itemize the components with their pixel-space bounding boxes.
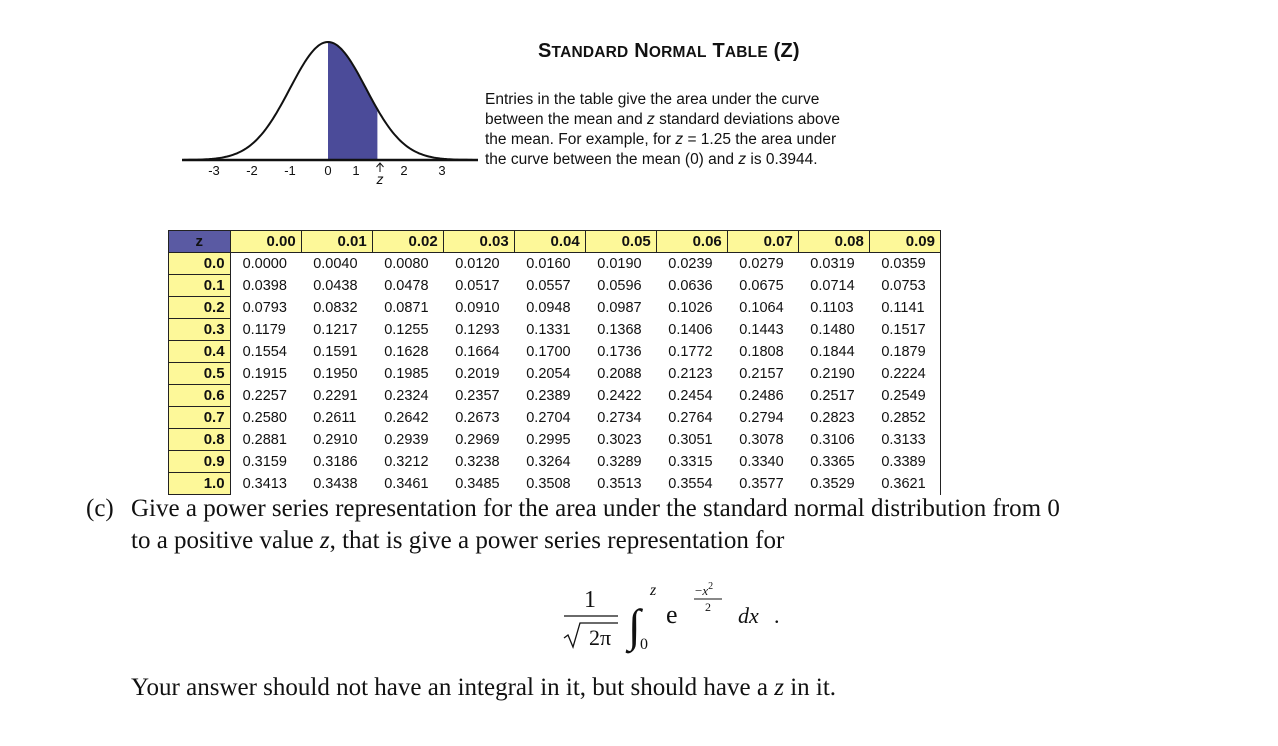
table-cell: 0.3508 <box>526 475 571 492</box>
table-cell: 0.1064 <box>739 299 784 316</box>
table-cell: 0.0279 <box>739 255 784 272</box>
table-cell: 0.0948 <box>526 299 571 316</box>
shaded-area <box>328 42 377 160</box>
table-cell: 0.0832 <box>313 299 358 316</box>
table-cell: 0.2257 <box>242 387 287 404</box>
axis-tick-label: 3 <box>438 163 446 178</box>
table-cell: 0.2357 <box>455 387 500 404</box>
exponential-base: e <box>666 600 678 629</box>
column-header: 0.04 <box>514 231 585 253</box>
problem-text-line1: Give a power series representation for the area under the standard normal distribution from 0 <box>131 495 1060 522</box>
table-cell: 0.0398 <box>242 277 287 294</box>
column-header: 0.05 <box>585 231 656 253</box>
table-cell: 0.0239 <box>668 255 713 272</box>
row-header: 0.8 <box>169 429 231 451</box>
integral-upper-limit: z <box>650 582 657 599</box>
column-header: 0.01 <box>301 231 372 253</box>
part-label: (c) <box>86 495 114 522</box>
table-row <box>169 319 941 341</box>
integral-lower-limit: 0 <box>640 636 648 653</box>
formula-numerator: 1 <box>584 587 596 613</box>
table-cell: 0.0714 <box>810 277 855 294</box>
table-cell: 0.2324 <box>384 387 429 404</box>
table-cell: 0.2549 <box>869 385 940 407</box>
table-cell: 0.1103 <box>810 299 854 316</box>
table-cell: 0.3438 <box>313 475 358 492</box>
table-cell: 0.3529 <box>810 475 855 492</box>
row-header: 0.9 <box>169 451 231 473</box>
table-cell: 0.0438 <box>313 277 358 294</box>
row-header: 0.4 <box>169 341 231 363</box>
z-table-corner: z <box>169 231 231 253</box>
table-cell: 0.0359 <box>869 253 940 275</box>
table-cell: 0.2224 <box>869 363 940 385</box>
problem-text-line2: to a positive value z, that is give a power series representation for <box>131 527 785 554</box>
description-line: the curve between the mean (0) and z is 0.3944. <box>485 151 818 168</box>
table-cell: 0.2881 <box>242 431 287 448</box>
table-cell: 0.1915 <box>242 365 287 382</box>
column-header: 0.03 <box>443 231 514 253</box>
table-row <box>169 253 941 275</box>
z-table <box>168 230 941 495</box>
table-cell: 0.1736 <box>597 343 642 360</box>
table-cell: 0.1368 <box>597 321 642 338</box>
table-cell: 0.3461 <box>384 475 429 492</box>
axis-tick-labels <box>208 163 445 178</box>
table-row <box>169 297 941 319</box>
table-cell: 0.2852 <box>869 407 940 429</box>
exponent-denominator: 2 <box>705 600 711 614</box>
table-cell: 0.1985 <box>384 365 429 382</box>
table-cell: 0.3485 <box>455 475 500 492</box>
axis-tick-label: -1 <box>284 163 296 178</box>
table-cell: 0.0080 <box>384 255 429 272</box>
table-cell: 0.0478 <box>384 277 429 294</box>
table-cell: 0.0596 <box>597 277 642 294</box>
table-cell: 0.3264 <box>526 453 571 470</box>
table-row <box>169 473 941 495</box>
table-cell: 0.1217 <box>313 321 358 338</box>
table-cell: 0.3159 <box>242 453 287 470</box>
axis-tick-label: 2 <box>400 163 408 178</box>
table-cell: 0.3315 <box>668 453 713 470</box>
table-cell: 0.2123 <box>668 365 713 382</box>
table-cell: 0.0636 <box>668 277 713 294</box>
table-cell: 0.2486 <box>739 387 784 404</box>
table-cell: 0.1480 <box>810 321 855 338</box>
table-cell: 0.0557 <box>526 277 571 294</box>
table-row <box>169 275 941 297</box>
table-cell: 0.2580 <box>242 409 287 426</box>
z-marker <box>376 163 384 187</box>
row-header: 0.1 <box>169 275 231 297</box>
table-cell: 0.1331 <box>526 321 571 338</box>
table-row <box>169 363 941 385</box>
column-header: 0.06 <box>656 231 727 253</box>
table-cell: 0.3389 <box>869 451 940 473</box>
table-row <box>169 407 941 429</box>
table-cell: 0.1628 <box>384 343 429 360</box>
axis-tick-label: -3 <box>208 163 220 178</box>
axis-tick-label: -2 <box>246 163 258 178</box>
table-cell: 0.0040 <box>313 255 358 272</box>
table-cell: 0.0910 <box>455 299 500 316</box>
table-cell: 0.0190 <box>597 255 642 272</box>
table-cell: 0.2642 <box>384 409 429 426</box>
table-cell: 0.3340 <box>739 453 784 470</box>
table-cell: 0.0120 <box>455 255 500 272</box>
table-row <box>169 341 941 363</box>
z-table-header-row <box>169 231 941 253</box>
table-cell: 0.2794 <box>739 409 784 426</box>
table-cell: 0.2454 <box>668 387 713 404</box>
table-cell: 0.0987 <box>597 299 642 316</box>
table-cell: 0.1808 <box>739 343 784 360</box>
axis-tick-label: 0 <box>324 163 332 178</box>
table-cell: 0.2054 <box>526 365 571 382</box>
table-cell: 0.2939 <box>384 431 429 448</box>
column-header: 0.08 <box>798 231 869 253</box>
table-cell: 0.1026 <box>668 299 713 316</box>
table-cell: 0.0753 <box>869 275 940 297</box>
table-cell: 0.3238 <box>455 453 500 470</box>
table-title: STANDARD NORMAL TABLE (Z) <box>538 40 800 62</box>
table-cell: 0.3186 <box>313 453 358 470</box>
table-cell: 0.0675 <box>739 277 784 294</box>
table-cell: 0.3023 <box>597 431 642 448</box>
exponent-numerator: $-x^2$ <box>695 581 714 598</box>
table-cell: 0.2422 <box>597 387 642 404</box>
row-header: 0.6 <box>169 385 231 407</box>
row-header: 0.3 <box>169 319 231 341</box>
table-cell: 0.2019 <box>455 365 500 382</box>
differential: dx <box>738 603 759 628</box>
table-row <box>169 385 941 407</box>
table-cell: 0.2823 <box>810 409 855 426</box>
formula-period: . <box>774 603 780 628</box>
row-header: 0.7 <box>169 407 231 429</box>
sqrt-argument: 2π <box>588 625 612 650</box>
table-cell: 0.0517 <box>455 277 500 294</box>
table-cell: 0.3078 <box>739 431 784 448</box>
integral-sign: ∫ <box>628 600 641 651</box>
normal-curve-figure <box>180 32 480 192</box>
table-cell: 0.0793 <box>242 299 287 316</box>
table-cell: 0.3051 <box>668 431 713 448</box>
row-header: 0.5 <box>169 363 231 385</box>
description-line: between the mean and z standard deviations above <box>485 111 841 128</box>
answer-instruction: Your answer should not have an integral in it, but should have a z in it. <box>131 674 837 701</box>
table-cell: 0.2734 <box>597 409 642 426</box>
integral-formula <box>560 575 800 655</box>
table-cell: 0.1255 <box>384 321 429 338</box>
table-cell: 0.2389 <box>526 387 571 404</box>
table-cell: 0.1141 <box>869 297 940 319</box>
table-cell: 0.3513 <box>597 475 642 492</box>
column-header: 0.02 <box>372 231 443 253</box>
table-cell: 0.1772 <box>668 343 713 360</box>
table-cell: 0.0160 <box>526 255 571 272</box>
description-line: the mean. For example, for z = 1.25 the area under <box>485 131 837 148</box>
table-cell: 0.1664 <box>455 343 500 360</box>
table-cell: 0.3106 <box>810 431 855 448</box>
table-cell: 0.2995 <box>526 431 571 448</box>
table-cell: 0.1517 <box>869 319 940 341</box>
table-cell: 0.3133 <box>869 429 940 451</box>
table-row <box>169 451 941 473</box>
table-cell: 0.1179 <box>242 321 286 338</box>
table-cell: 0.1700 <box>526 343 571 360</box>
table-cell: 0.3365 <box>810 453 855 470</box>
description-line: Entries in the table give the area under the curve <box>485 91 820 108</box>
column-header: 0.00 <box>230 231 301 253</box>
table-cell: 0.2611 <box>313 409 357 426</box>
table-cell: 0.3621 <box>869 473 940 495</box>
table-cell: 0.3212 <box>384 453 429 470</box>
table-cell: 0.0871 <box>384 299 429 316</box>
table-cell: 0.1591 <box>313 343 358 360</box>
row-header: 0.2 <box>169 297 231 319</box>
table-cell: 0.2088 <box>597 365 642 382</box>
table-cell: 0.2291 <box>313 387 358 404</box>
table-cell: 0.2910 <box>313 431 358 448</box>
table-row <box>169 429 941 451</box>
table-cell: 0.2969 <box>455 431 500 448</box>
table-cell: 0.1554 <box>242 343 287 360</box>
column-header: 0.09 <box>869 231 940 253</box>
table-cell: 0.3413 <box>242 475 287 492</box>
table-cell: 0.2704 <box>526 409 571 426</box>
table-cell: 0.2764 <box>668 409 713 426</box>
table-cell: 0.0000 <box>242 255 287 272</box>
table-cell: 0.1293 <box>455 321 500 338</box>
table-cell: 0.2673 <box>455 409 500 426</box>
column-header: 0.07 <box>727 231 798 253</box>
table-cell: 0.3554 <box>668 475 713 492</box>
table-cell: 0.1879 <box>869 341 940 363</box>
table-cell: 0.1844 <box>810 343 855 360</box>
table-description <box>485 90 885 170</box>
z-table-container <box>168 230 941 492</box>
row-header: 1.0 <box>169 473 231 495</box>
table-cell: 0.1443 <box>739 321 784 338</box>
table-cell: 0.3289 <box>597 453 642 470</box>
z-marker-label: z <box>376 171 384 187</box>
table-cell: 0.0319 <box>810 255 855 272</box>
table-cell: 0.3577 <box>739 475 784 492</box>
table-cell: 0.2517 <box>810 387 855 404</box>
table-cell: 0.1950 <box>313 365 358 382</box>
table-cell: 0.2157 <box>739 365 784 382</box>
axis-tick-label: 1 <box>352 163 360 178</box>
table-cell: 0.2190 <box>810 365 855 382</box>
row-header: 0.0 <box>169 253 231 275</box>
table-cell: 0.1406 <box>668 321 713 338</box>
